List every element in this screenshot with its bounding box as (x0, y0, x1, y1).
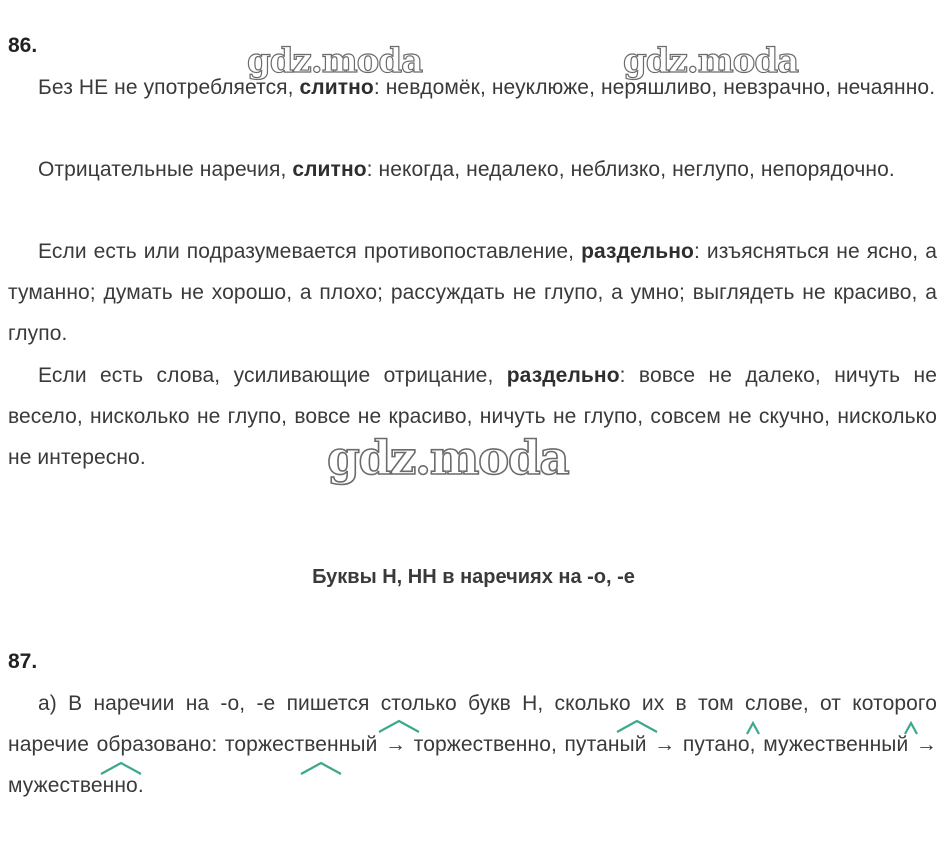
exercise-number-86: 86. (8, 34, 38, 57)
suffix-mark-torzhestvennyi (376, 718, 422, 734)
paragraph-87-1: а) В наречии на -о, -е пишется столько букв Н, сколько их в том слове, от которого наречие образовано: торжественный → торжественно, путаный → путано, мужественный → мужественно. (8, 692, 937, 797)
paragraph-text: Если есть слова, усиливающие отрицание, (38, 364, 507, 387)
paragraph-text: Отрицательные наречия, (38, 158, 293, 181)
paragraph-text: Без НЕ не употребляется, (38, 76, 300, 99)
suffix-mark-putano (902, 720, 920, 736)
paragraph-examples: : невдомёк, неуклюже, неряшливо, невзрачно, нечаянно. (373, 76, 936, 99)
spelling-rule-bold: раздельно (506, 364, 620, 387)
paragraph-86-2 (8, 149, 937, 190)
paragraph-examples: : изъясняться не ясно, а туманно; думать не хорошо, а плохо; рассуждать не глупо, а умно; выглядеть не красиво, а глупо. (8, 240, 937, 345)
suffix-mark-muzhestvennyi (98, 760, 144, 776)
paragraph-text: Если есть или подразумевается противопоставление, (38, 240, 582, 263)
spelling-rule-bold: слитно (299, 76, 374, 99)
suffix-mark-muzhestvenno (298, 760, 344, 776)
paragraph-examples: : вовсе не далеко, ничуть не весело, нисколько не глупо, вовсе не красиво, ничуть не глупо, совсем не скучно, нисколько не интересно. (8, 364, 937, 469)
spelling-rule-bold: раздельно (581, 240, 694, 263)
paragraph-86-3 (8, 231, 937, 354)
spelling-rule-bold: слитно (292, 158, 367, 181)
watermark-text: gdz.moda (247, 41, 423, 81)
watermark-text: gdz.moda (327, 431, 569, 486)
section-heading: Буквы Н, НН в наречиях на -о, -е (312, 566, 635, 588)
exercise-number-87: 87. (8, 650, 38, 673)
suffix-mark-torzhestvenno (614, 718, 660, 734)
paragraph-examples: : некогда, недалеко, неблизко, неглупо, непорядочно. (366, 158, 895, 181)
suffix-mark-putanyi (744, 720, 762, 736)
watermark-text: gdz.moda (623, 41, 799, 81)
